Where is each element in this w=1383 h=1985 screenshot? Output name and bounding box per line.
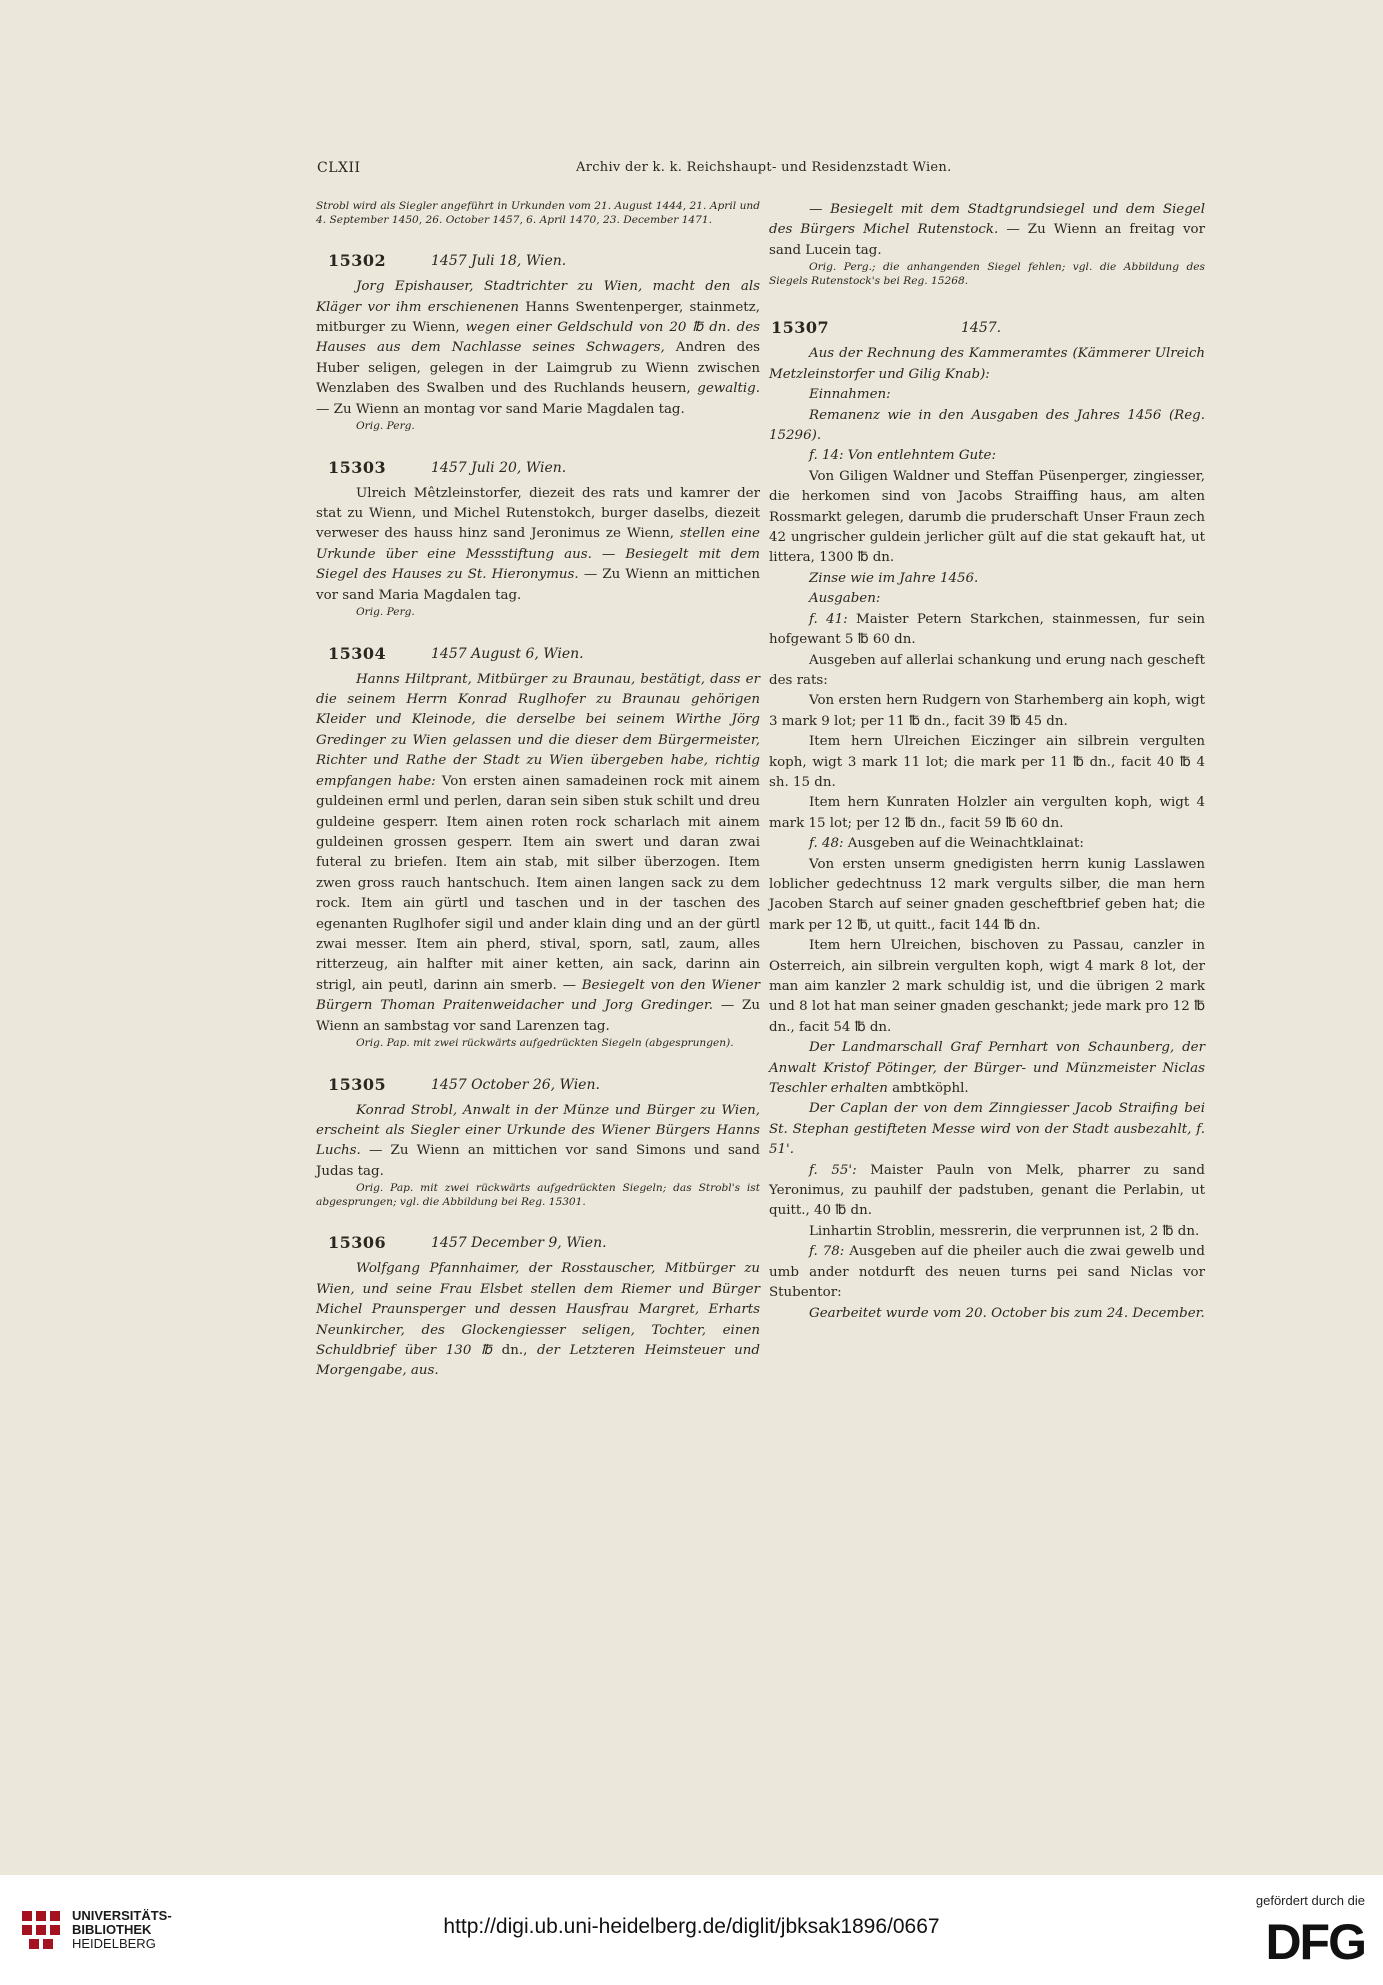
entry-15306-source: Orig. Perg.; die anhangenden Siegel fehlen; vgl. die Abbildung des Siegels Rutenstock's bei Reg. 15268. [769, 261, 1205, 287]
page-numeral: CLXII [317, 160, 361, 176]
running-title: Archiv der k. k. Reichshaupt- und Residenzstadt Wien. [576, 160, 952, 175]
entry-15304-heading [316, 644, 760, 666]
entry-15302-source: Orig. Perg. [356, 420, 415, 433]
entry-15303-body: Ulreich Mêtzleinstorfer, diezeit des rats und kamrer der stat zu Wienn, und Michel Rutenstokch, burger daselbs, diezeit verweser des hauss hinz sand Jeronimus ze Wienn, stellen eine Urkunde über eine Messstiftung aus. — Besiegelt mit dem Siegel des Hauses zu St. Hieronymus. — Zu Wienn an mittichen vor sand Maria Magdalen tag. [316, 485, 760, 603]
previous-entry-note: Strobl wird als Siegler angeführt in Urkunden vom 21. August 1444, 21. April und 4. September 1450, 26. October 1457, 6. April 1470, 23. December 1471. [316, 200, 760, 226]
entry-number: 15305 [328, 1074, 387, 1094]
entry-15305-heading [316, 1075, 760, 1097]
digitization-footer [0, 1875, 1383, 1985]
entry-15302-body: Jorg Epishauser, Stadtrichter zu Wien, macht den als Kläger vor ihm erschienenen Hanns Swentenperger, stainmetz, mitburger zu Wienn, wegen einer Geldschuld von 20 ℔ dn. des Hauses aus dem Nachlasse seines Schwagers, Andren des Huber seligen, gelegen in der Laimgrub zu Wienn zwischen Wenzlaben des Swalben und des Ruchlands heusern, gewaltig. — Zu Wienn an montag vor sand Marie Magdalen tag. [316, 279, 760, 417]
gift-item-3: Item hern Kunraten Holzler ain vergulten koph, wigt 4 mark 15 lot; per 12 ℔ dn., facit 59 ℔ 60 dn. [769, 795, 1205, 831]
university-library-name: UNIVERSITÄTS- BIBLIOTHEK HEIDELBERG [72, 1908, 172, 1951]
entry-date: 1457 December 9, Wien. [431, 1235, 607, 1252]
folio-14-heading: f. 14: Von entlehntem Gute: [809, 448, 996, 464]
folio-41-body: f. 41: Maister Petern Starkchen, stainmessen, fur sein hofgewant 5 ℔ 60 dn. [769, 611, 1205, 648]
entry-15306-heading [316, 1233, 760, 1255]
entry-number: 15302 [328, 251, 387, 271]
income-heading: Einnahmen: [809, 387, 891, 403]
gifts-heading: Ausgeben auf allerlai schankung und erung nach gescheft des rats: [769, 652, 1205, 688]
entry-15303-source: Orig. Perg. [356, 606, 415, 619]
entry-15304-source: Orig. Pap. mit zwei rückwärts aufgedrückten Siegeln (abgesprungen). [356, 1036, 734, 1049]
folio-48-heading: f. 48: Ausgeben auf die Weinachtklainat: [809, 836, 1084, 852]
zinse-note: Zinse wie im Jahre 1456. [809, 570, 979, 586]
expenses-heading: Ausgaben: [809, 591, 881, 607]
entry-15302-heading [316, 251, 760, 273]
gift-item-1: Von ersten hern Rudgern von Starhemberg ain koph, wigt 3 mark 9 lot; per 11 ℔ dn., facit 39 ℔ 45 dn. [769, 693, 1205, 729]
entry-15306-continuation: — Besiegelt mit dem Stadtgrundsiegel und dem Siegel des Bürgers Michel Rutenstock. — Zu Wienn an freitag vor sand Lucein tag. [769, 202, 1206, 258]
entry-15305-source: Orig. Pap. mit zwei rückwärts aufgedrückten Siegeln; das Strobl's ist abgesprungen; vgl. die Abbildung bei Reg. 15301. [316, 1182, 760, 1208]
entry-15307-heading [769, 318, 1205, 340]
entry-number: 15304 [328, 643, 387, 663]
entry-15306-body: Wolfgang Pfannhaimer, der Rosstauscher, Mitbürger zu Wien, und seine Frau Elsbet stellen dem Riemer und Bürger Michel Praunsperger und dessen Hausfrau Margret, Erharts Neunkircher, des Glockengiesser seligen, Tochter, einen Schuldbrief über 130 ℔ dn., der Letzteren Heimsteuer und Morgengabe, aus. [316, 1261, 760, 1379]
left-column [316, 200, 760, 1382]
linhartin-item: Linhartin Stroblin, messrerin, die verprunnen ist, 2 ℔ dn. [809, 1223, 1200, 1239]
work-period-note: Gearbeitet wurde vom 20. October bis zum 24. December. [809, 1305, 1205, 1321]
entry-number: 15306 [328, 1233, 387, 1253]
entry-number: 15303 [328, 457, 387, 477]
entry-date: 1457 Juli 20, Wien. [431, 459, 567, 476]
folio-78-body: f. 78: Ausgeben auf die pheiler auch die zwai gewelb und umb ander notdurft des neuen turns pei sand Niclas vor Stubentor: [769, 1244, 1206, 1301]
christmas-item-1: Von ersten unserm gnedigisten herrn kunig Lasslawen loblicher gedechtnuss 12 mark vergults silber, die man hern Jacoben Starch auf seiner gnaden gescheftbrief geben hat; die mark per 12 ℔, ut quitt., facit 144 ℔ dn. [769, 856, 1205, 933]
entry-date: 1457 October 26, Wien. [431, 1076, 600, 1093]
christmas-item-2: Item hern Ulreichen, bischoven zu Passau, canzler in Osterreich, ain silbrein vergulten koph, wigt 4 mark 8 lot, der man aim kanzler 2 mark schuldig ist, und die übrigen 2 mark und 8 lot hat man seiner gnaden geschankt; jede mark pro 12 ℔ dn., facit 54 ℔ dn. [769, 938, 1205, 1035]
permalink-url[interactable]: http://digi.ub.uni-heidelberg.de/diglit/jbksak1896/0667 [443, 1915, 940, 1938]
folio-55-body: f. 55': Maister Pauln von Melk, pharrer zu sand Yeronimus, zu pauhilf der padstuben, genant die Perlabin, ut quitt., 40 ℔ dn. [769, 1162, 1205, 1219]
remanenz-note: Remanenz wie in den Ausgaben des Jahres 1456 (Reg. 15296). [769, 407, 1205, 444]
gift-item-2: Item hern Ulreichen Eiczinger ain silbrein vergulten koph, wigt 3 mark 11 lot; die mark per 11 ℔ dn., facit 40 ℔ 4 sh. 15 dn. [769, 734, 1205, 790]
entry-15304-body: Hanns Hiltprant, Mitbürger zu Braunau, bestätigt, dass er die seinem Herrn Konrad Ruglhofer zu Braunau gehörigen Kleider und Kleinode, die derselbe bei seinem Wirthe Jörg Gredinger zu Wien gelassen und die dieser dem Bürgermeister, Richter und Rathe der Stadt zu Wien übergeben habe, richtig empfangen habe: Von ersten ainen samadeinen rock mit ainem guldeinen erml und perlen, daran sein siben stuk schilt und dreu guldeine gesperr. Item ainen roten rock scharlach mit ainem guldeinen grossen gesperr. Item ain swert und daran zwai futeral zu briefen. Item ain stab, mit silber überzogen. Item zwen gross rauch hantschuch. Item ainen langen sack zu dem rock. Item ain gürtl und taschen und in der taschen des egenanten Ruglhofer sigil und ander klain ding und an der gürtl zwai messer. Item ain pherd, stival, sporn, satl, zaum, alles ritterzeug, ain halfter mit ainer ketten, ain sack, darinn ain strigl, ain peutl, darinn ain smerb. — Besiegelt von den Wiener Bürgern Thoman Praitenweidacher und Jorg Gredinger. — Zu Wienn an sambstag vor sand Larenzen tag. [316, 671, 760, 1034]
right-column [769, 200, 1205, 1324]
folio-14-body: Von Giligen Waldner und Steffan Püsenperger, zingiesser, die herkomen sind von Jacobs Straiffing haus, am alten Rossmarkt gelegen, darumb die pruderschaft Unser Fraun zech 42 ungrischer guldein jerlicher gült auf die stat gekauft hat, ut littera, 1300 ℔ dn. [769, 468, 1205, 566]
entry-15305-body: Konrad Strobl, Anwalt in der Münze und Bürger zu Wien, erscheint als Siegler einer Urkunde des Wiener Bürgers Hanns Luchs. — Zu Wienn an mittichen vor sand Simons und sand Judas tag. [316, 1102, 760, 1179]
landmarschall-note: Der Landmarschall Graf Pernhart von Schaunberg, der Anwalt Kristof Pötinger, der Bürger- und Münzmeister Niclas Teschler erhalten ambtköphl. [769, 1040, 1205, 1097]
dfg-logo: DFG [1265, 1914, 1365, 1970]
entry-15303-heading [316, 458, 760, 480]
funded-by-label: gefördert durch die [1255, 1893, 1365, 1908]
entry-date: 1457. [961, 320, 1002, 337]
caplan-note: Der Caplan der von dem Zinngiesser Jacob Straifing bei St. Stephan gestifteten Messe wird von der Stadt ausbezahlt, f. 51'. [769, 1101, 1205, 1158]
entry-date: 1457 August 6, Wien. [431, 645, 584, 662]
entry-number: 15307 [771, 318, 830, 338]
entry-15307-title: Aus der Rechnung des Kammeramtes (Kämmerer Ulreich Metzleinstorfer und Gilig Knab): [769, 346, 1205, 382]
entry-date: 1457 Juli 18, Wien. [431, 253, 567, 270]
